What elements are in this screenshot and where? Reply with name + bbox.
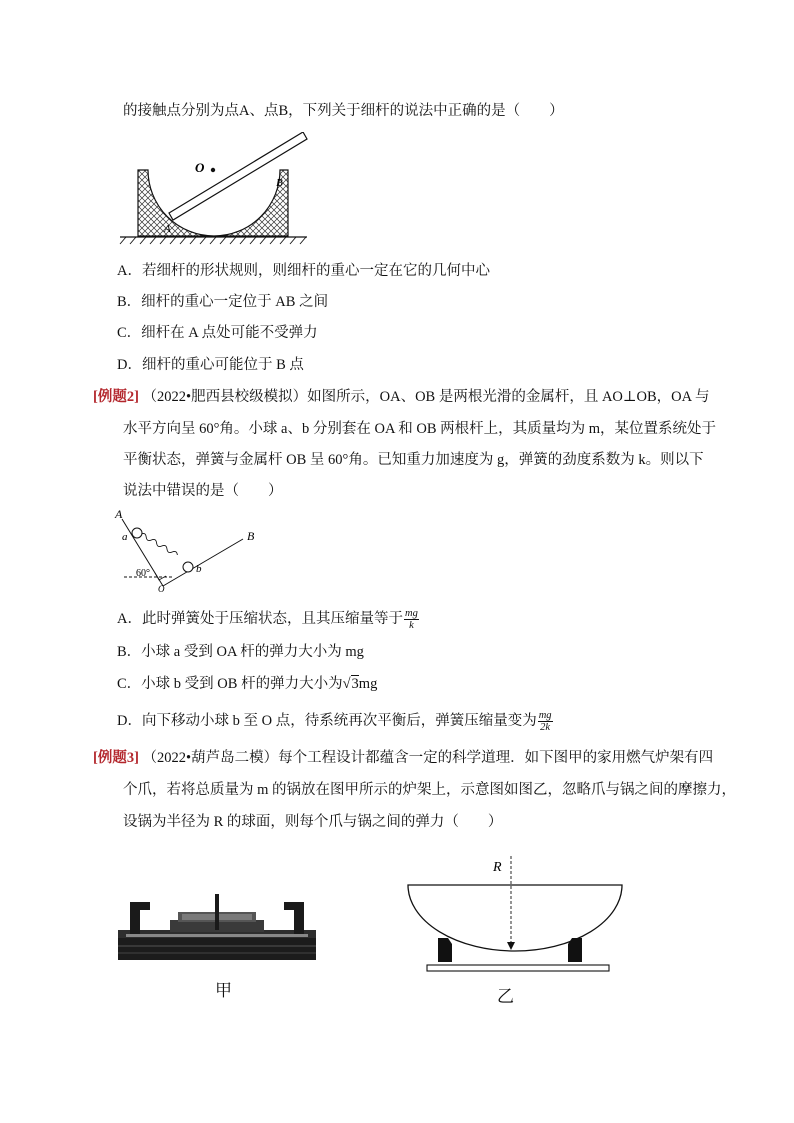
q3-caption-yi: 乙 <box>497 987 514 1007</box>
q1-figure-bowl-rod <box>112 132 322 247</box>
q2-label-a: a <box>122 531 128 543</box>
q2-option-b: B．小球 a 受到 OA 杆的弹力大小为 mg <box>117 644 364 660</box>
q2-option-c-sqrt-arg: 3 <box>351 676 359 692</box>
q3-text-1: （2022•葫芦岛二模）每个工程设计都蕴含一定的科学道理．如下图甲的家用燃气炉架有四 <box>142 750 714 766</box>
q2-option-d <box>117 710 553 733</box>
q3-caption-jia: 甲 <box>215 981 232 1001</box>
q1-option-d: D．细杆的重心可能位于 B 点 <box>117 357 304 373</box>
q2-option-c-unit: mg <box>358 676 378 692</box>
q2-option-a <box>117 608 419 631</box>
q1-label-a: A <box>164 223 171 235</box>
q3-line-2: 个爪，若将总质量为 m 的锅放在图甲所示的炉架上，示意图如图乙，忽略爪与锅之间的摩擦力， <box>123 782 737 798</box>
q2-label-angle: 60° <box>136 568 150 579</box>
q2-option-d-numerator: mg <box>538 710 552 721</box>
q2-option-a-text: A．此时弹簧处于压缩状态，且其压缩量等于 <box>117 610 403 627</box>
q2-figure-rods-spring <box>110 505 270 595</box>
q2-text-1: （2022•肥西县校级模拟）如图所示，OA、OB 是两根光滑的金属杆，且 AO⊥OB，OA 与 <box>142 389 710 405</box>
q2-option-d-text: D．向下移动小球 b 至 O 点，待系统再次平衡后，弹簧压缩量变为 <box>117 712 537 729</box>
q3-label-R: R <box>493 860 502 875</box>
q2-option-c <box>117 674 377 694</box>
q2-line-4: 说法中错误的是（ ） <box>123 483 283 499</box>
q2-option-a-numerator: mg <box>404 608 418 619</box>
q2-option-c-sqrt-sign: √ <box>342 676 351 692</box>
q2-line-1 <box>93 387 709 407</box>
q1-option-b: B．细杆的重心一定位于 AB 之间 <box>117 294 329 310</box>
q3-figure-gas-stove <box>112 890 322 970</box>
q2-option-c-text: C．小球 b 受到 OB 杆的弹力大小为 <box>117 676 343 692</box>
q3-label: [例题3] <box>93 750 139 766</box>
q3-line-3: 设锅为半径为 R 的球面，则每个爪与锅之间的弹力（ ） <box>123 814 503 830</box>
q1-label-b: B <box>276 177 283 189</box>
q2-label: [例题2] <box>93 389 139 405</box>
q2-label-A: A <box>115 507 123 521</box>
q2-option-d-denominator: 2k <box>540 722 551 733</box>
q1-intro: 的接触点分别为点A、点B，下列关于细杆的说法中正确的是（ ） <box>123 103 564 119</box>
q1-label-o: O <box>195 160 205 175</box>
q2-option-d-fraction <box>538 710 553 733</box>
q1-option-a: A．若细杆的形状规则，则细杆的重心一定在它的几何中心 <box>117 263 490 279</box>
q3-line-1 <box>93 748 713 768</box>
q3-figure-pot-diagram <box>400 850 630 978</box>
q2-label-b: b <box>196 563 202 575</box>
q2-label-O: O <box>158 584 165 594</box>
q2-label-B: B <box>247 529 255 543</box>
q2-option-a-fraction <box>404 608 419 631</box>
q2-line-3: 平衡状态，弹簧与金属杆 OB 呈 60°角。已知重力加速度为 g，弹簧的劲度系数为 k。则以下 <box>123 452 704 468</box>
q1-option-c: C．细杆在 A 点处可能不受弹力 <box>117 325 318 341</box>
q2-line-2: 水平方向呈 60°角。小球 a、b 分别套在 OA 和 OB 两根杆上，其质量均为 m，某位置系统处于 <box>123 421 717 437</box>
q2-option-a-denominator: k <box>409 620 414 631</box>
